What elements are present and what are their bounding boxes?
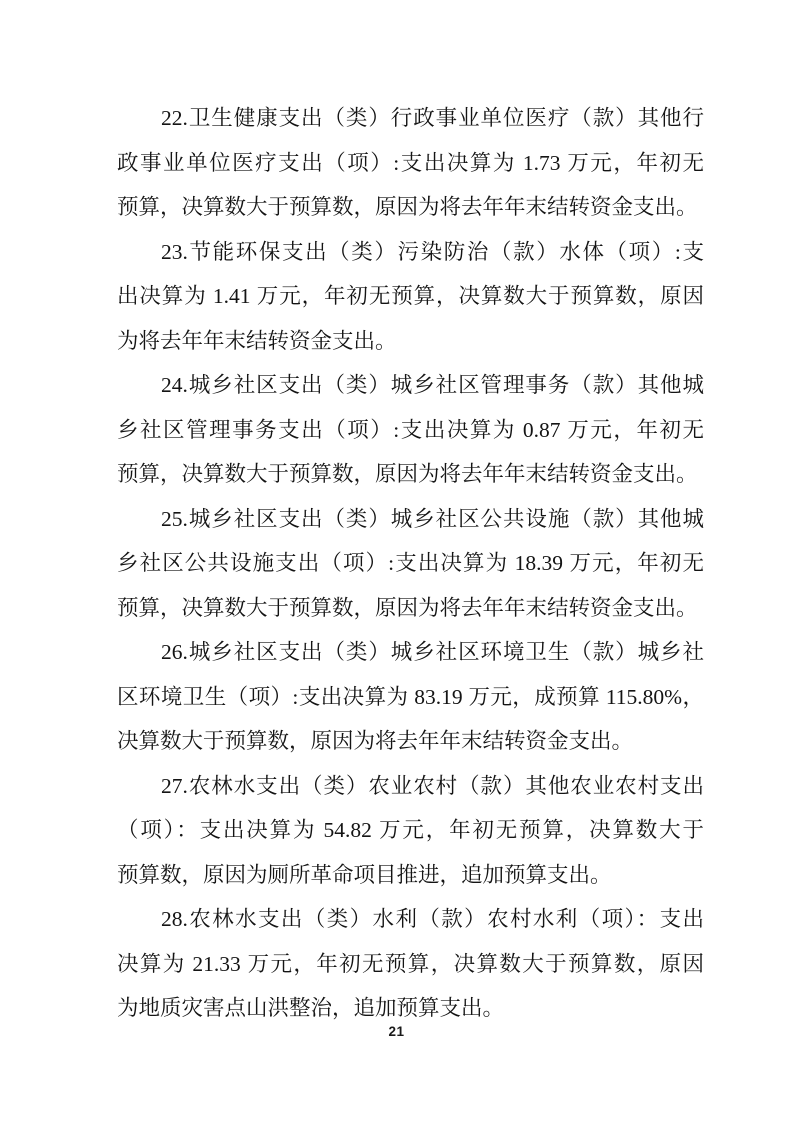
text-line: 22.卫生健康支出（类）行政事业单位医疗（款）其他行 bbox=[161, 106, 704, 130]
text-line: 出决算为 1.41 万元，年初无预算，决算数大于预算数，原因 bbox=[117, 284, 704, 308]
text-line: 预算，决算数大于预算数，原因为将去年年末结转资金支出。 bbox=[117, 462, 698, 486]
text-line: 政事业单位医疗支出（项）:支出决算为 1.73 万元，年初无 bbox=[117, 150, 704, 175]
paragraph bbox=[117, 497, 704, 631]
text-line: 乡社区公共设施支出（项）:支出决算为 18.39 万元，年初无 bbox=[117, 551, 704, 575]
text-line: 25.城乡社区支出（类）城乡社区公共设施（款）其他城 bbox=[161, 506, 704, 531]
text-line: 决算为 21.33 万元，年初无预算，决算数大于预算数，原因 bbox=[117, 951, 704, 976]
text-line: 预算数，原因为厕所革命项目推进，追加预算支出。 bbox=[117, 862, 612, 887]
text-line: 23.节能环保支出（类）污染防治（款）水体（项）:支 bbox=[161, 239, 704, 264]
text-line: 为将去年年末结转资金支出。 bbox=[117, 328, 397, 353]
text-line: 决算数大于预算数，原因为将去年年末结转资金支出。 bbox=[117, 729, 634, 753]
paragraph bbox=[117, 96, 704, 230]
text-line: 24.城乡社区支出（类）城乡社区管理事务（款）其他城 bbox=[161, 373, 704, 397]
paragraph bbox=[117, 230, 704, 364]
document-body bbox=[117, 96, 704, 1031]
text-line: 为地质灾害点山洪整治，追加预算支出。 bbox=[117, 996, 505, 1020]
text-line: 预算，决算数大于预算数，原因为将去年年末结转资金支出。 bbox=[117, 595, 698, 620]
text-line: 预算，决算数大于预算数，原因为将去年年末结转资金支出。 bbox=[117, 195, 698, 219]
paragraph bbox=[117, 363, 704, 497]
paragraph bbox=[117, 897, 704, 1031]
text-line: 27.农林水支出（类）农业农村（款）其他农业农村支出 bbox=[161, 773, 704, 798]
text-line: 26.城乡社区支出（类）城乡社区环境卫生（款）城乡社 bbox=[161, 640, 704, 664]
text-line: 乡社区管理事务支出（项）:支出决算为 0.87 万元，年初无 bbox=[117, 417, 704, 442]
text-line: 28.农林水支出（类）水利（款）农村水利（项）：支出 bbox=[161, 907, 704, 931]
text-line: （项）：支出决算为 54.82 万元，年初无预算，决算数大于 bbox=[117, 818, 704, 842]
text-line: 区环境卫生（项）:支出决算为 83.19 万元，成预算 115.80%， bbox=[117, 684, 704, 709]
paragraph bbox=[117, 630, 704, 764]
page-number: 21 bbox=[388, 1024, 405, 1039]
paragraph bbox=[117, 764, 704, 898]
